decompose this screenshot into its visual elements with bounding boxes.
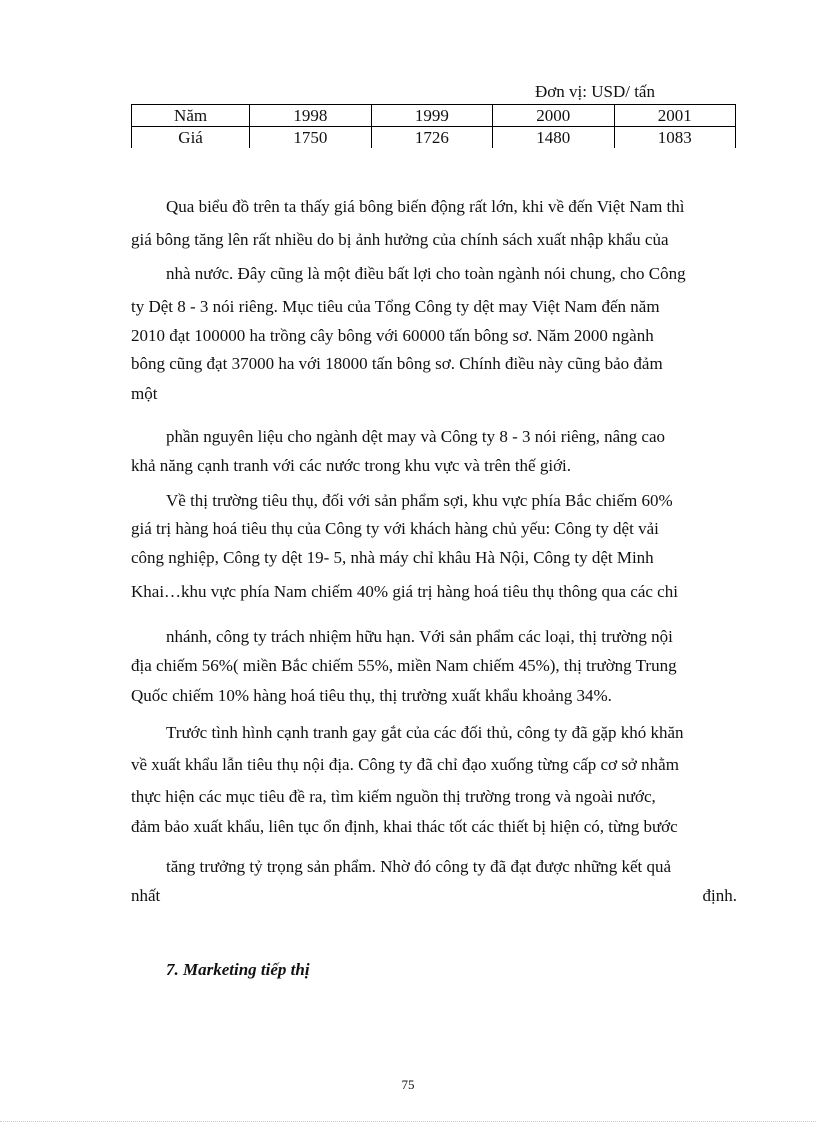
text-line: về xuất khẩu lẫn tiêu thụ nội địa. Công ty đã chỉ đạo xuống từng cấp cơ sở nhằm <box>131 755 679 774</box>
table-cell: Năm <box>132 105 250 127</box>
text-line: tăng trưởng tỷ trọng sản phẩm. Nhờ đó công ty đã đạt được những kết quả <box>166 857 672 876</box>
text-line: nhánh, công ty trách nhiệm hữu hạn. Với sản phẩm các loại, thị trường nội <box>166 627 673 646</box>
table-cell: 1726 <box>371 127 492 149</box>
text-line: thực hiện các mục tiêu đề ra, tìm kiếm nguồn thị trường trong và ngoài nước, <box>131 787 656 806</box>
text-line: 2010 đạt 100000 ha trồng cây bông với 60000 tấn bông sơ. Năm 2000 ngành <box>131 326 654 345</box>
text-line: Về thị trường tiêu thụ, đối với sản phẩm sợi, khu vực phía Bắc chiếm 60% <box>166 491 673 510</box>
text-line: khả năng cạnh tranh với các nước trong khu vực và trên thế giới. <box>131 456 572 475</box>
text-line: nhà nước. Đây cũng là một điều bất lợi cho toàn ngành nói chung, cho Công <box>166 264 686 283</box>
text-word: nhất <box>131 886 161 905</box>
price-table <box>131 104 736 148</box>
text-line: một <box>131 384 158 403</box>
text-line: đảm bảo xuất khẩu, liên tục ổn định, khai thác tốt các thiết bị hiện có, từng bước <box>131 817 678 836</box>
section-heading: 7. Marketing tiếp thị <box>166 960 310 979</box>
table-cell: 1480 <box>493 127 614 149</box>
table-row <box>132 127 736 149</box>
text-line: Qua biểu đồ trên ta thấy giá bông biến động rất lớn, khi về đến Việt Nam thì <box>166 197 685 216</box>
text-line: Trước tình hình cạnh tranh gay gắt của các đối thủ, công ty đã gặp khó khăn <box>166 723 684 742</box>
table-cell: 2000 <box>493 105 614 127</box>
text-line: Khai…khu vực phía Nam chiếm 40% giá trị hàng hoá tiêu thụ thông qua các chi <box>131 582 678 601</box>
text-line: giá trị hàng hoá tiêu thụ của Công ty với khách hàng chủ yếu: Công ty dệt vải <box>131 519 659 538</box>
text-line: phần nguyên liệu cho ngành dệt may và Công ty 8 - 3 nói riêng, nâng cao <box>166 427 666 446</box>
table-cell: 1750 <box>250 127 371 149</box>
table-cell: Giá <box>132 127 250 149</box>
table-header-row <box>132 105 736 127</box>
page-bottom-rule <box>0 1121 816 1122</box>
text-line: ty Dệt 8 - 3 nói riêng. Mục tiêu của Tổng Công ty dệt may Việt Nam đến năm <box>131 297 660 316</box>
text-line: Quốc chiếm 10% hàng hoá tiêu thụ, thị trường xuất khẩu khoảng 34%. <box>131 686 612 705</box>
table-cell: 1998 <box>250 105 371 127</box>
text-line: giá bông tăng lên rất nhiều do bị ảnh hưởng của chính sách xuất nhập khẩu của <box>131 230 669 249</box>
table-cell: 1083 <box>614 127 736 149</box>
text-line: bông cũng đạt 37000 ha với 18000 tấn bông sơ. Chính điều này cũng bảo đảm <box>131 354 663 373</box>
text-line-justified <box>131 886 737 906</box>
unit-label: Đơn vị: USD/ tấn <box>535 82 655 101</box>
table-cell: 1999 <box>371 105 492 127</box>
text-line: địa chiếm 56%( miền Bắc chiếm 55%, miền Nam chiếm 45%), thị trường Trung <box>131 656 677 675</box>
table-cell: 2001 <box>614 105 736 127</box>
page-number: 75 <box>401 1077 415 1092</box>
text-word: định. <box>702 886 737 905</box>
text-line: công nghiệp, Công ty dệt 19- 5, nhà máy chỉ khâu Hà Nội, Công ty dệt Minh <box>131 548 654 567</box>
